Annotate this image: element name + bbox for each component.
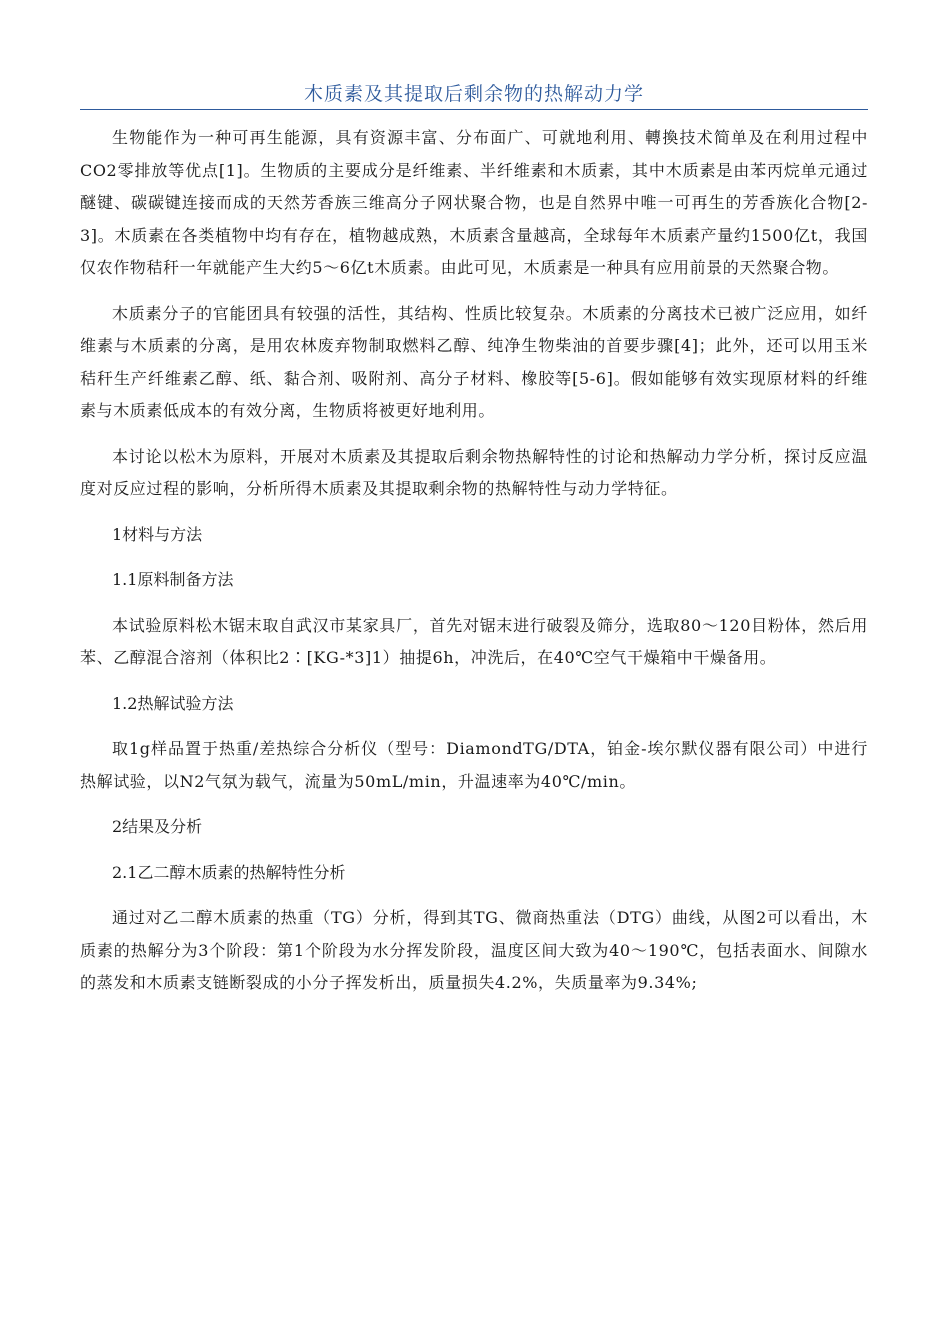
paragraph-tg-analysis: 通过对乙二醇木质素的热重（TG）分析，得到其TG、微商热重法（DTG）曲线，从图2可以看出，木质素的热解分为3个阶段：第1个阶段为水分挥发阶段，温度区间大致为40～190℃，包括表面水、间隙水的蒸发和木质素支链断裂成的小分子挥发析出，质量损失4.2%，失质量率为9.34%; bbox=[80, 908, 868, 992]
subsection-heading-pyrolysis-test: 1.2热解试验方法 bbox=[112, 693, 234, 713]
paragraph-pyrolysis-test: 取1g样品置于热重/差热综合分析仪（型号：DiamondTG/DTA，铂金-埃尔默仪器有限公司）中进行热解试验，以N2气氛为载气，流量为50mL/min，升温速率为40℃/min。 bbox=[80, 739, 868, 791]
paragraph-intro: 生物能作为一种可再生能源，具有资源丰富、分布面广、可就地利用、轉換技术简单及在利用过程中CO2零排放等优点[1]。生物质的主要成分是纤维素、半纤维素和木质素，其中木质素是由苯丙烷单元通过醚键、碳碳键连接而成的天然芳香族三维高分子网状聚合物，也是自然界中唯一可再生的芳香族化合物[2-3]。木质素在各类植物中均有存在，植物越成熟，木质素含量越高，全球每年木质素产量约1500亿t，我国仅农作物秸秆一年就能产生大约5～6亿t木质素。由此可见，木质素是一种具有应用前景的天然聚合物。 bbox=[80, 128, 868, 277]
document-body bbox=[80, 122, 868, 1013]
page-title: 木质素及其提取后剩余物的热解动力学 bbox=[303, 83, 644, 105]
paragraph-preparation: 本试验原料松木锯末取自武汉市某家具厂，首先对锯末进行破裂及筛分，选取80～120目粉体，然后用苯、乙醇混合溶剂（体积比2∶[KG-*3]1）抽提6h，冲洗后，在40℃空气干燥箱中干燥备用。 bbox=[80, 615, 868, 667]
section-heading-materials-methods: 1材料与方法 bbox=[112, 524, 203, 544]
paragraph-study-scope: 本讨论以松木为原料，开展对木质素及其提取后剩余物热解特性的讨论和热解动力学分析，探讨反应温度对反应过程的影响，分析所得木质素及其提取剩余物的热解特性与动力学特征。 bbox=[80, 446, 868, 498]
section-heading-results: 2结果及分析 bbox=[112, 817, 203, 836]
subsection-heading-glycol-lignin: 2.1乙二醇木质素的热解特性分析 bbox=[112, 862, 346, 882]
paragraph-lignin-separation: 木质素分子的官能团具有较强的活性，其结构、性质比较复杂。木质素的分离技术已被广泛应用，如纤维素与木质素的分离，是用农林废弃物制取燃料乙醇、纯净生物柴油的首要步骤[4]；此外，还可以用玉米秸秆生产纤维素乙醇、纸、黏合剂、吸附剂、高分子材料、橡胶等[5-6]。假如能够有效实现原材料的纤维素与木质素低成本的有效分离，生物质将被更好地利用。 bbox=[80, 303, 868, 420]
title-divider bbox=[80, 109, 868, 110]
subsection-heading-preparation: 1.1原料制备方法 bbox=[112, 570, 234, 589]
